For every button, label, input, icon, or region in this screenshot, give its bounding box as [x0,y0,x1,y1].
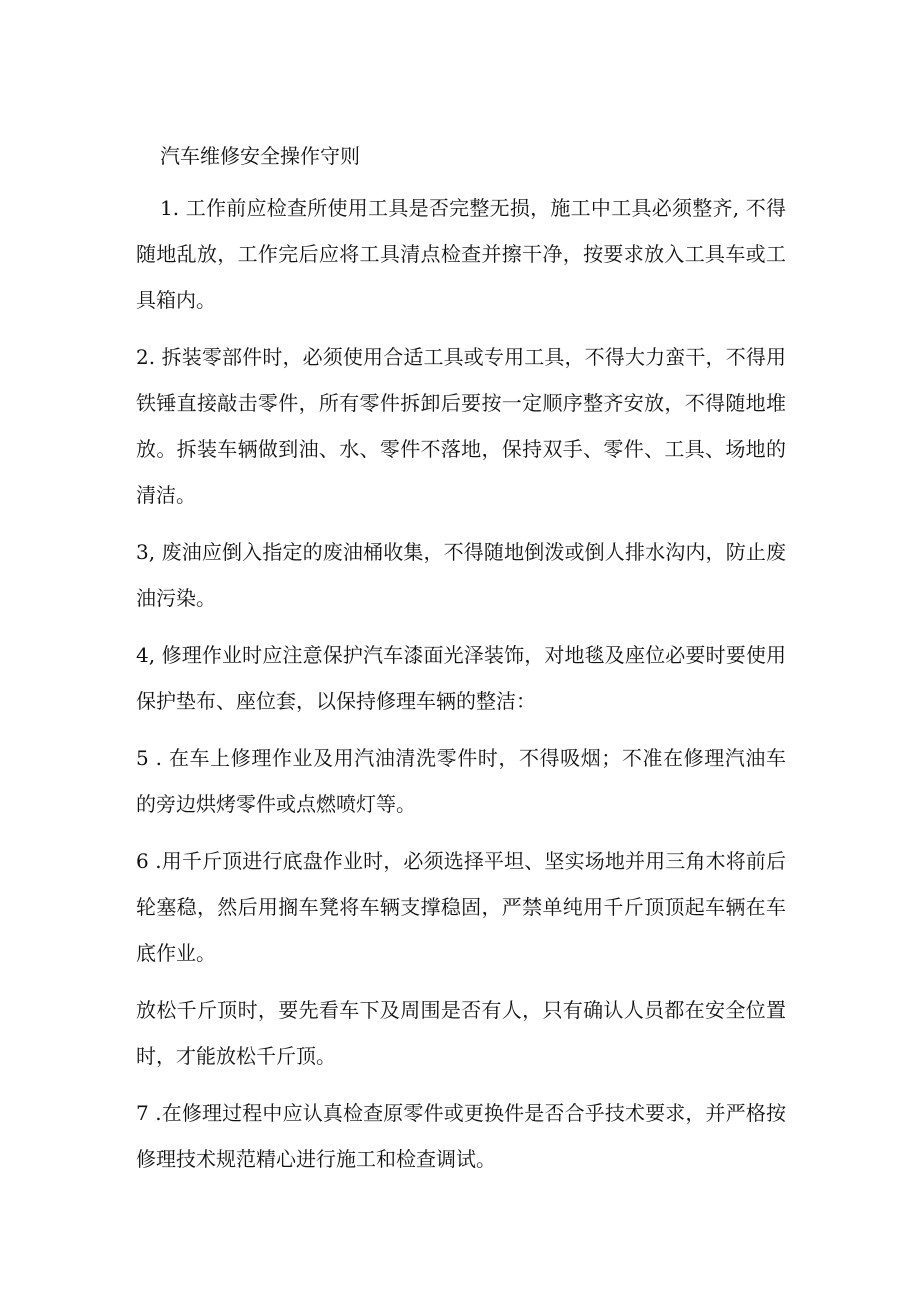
paragraph-6: 6 .用千斤顶进行底盘作业时，必须选择平坦、坚实场地并用三角木将前后轮塞稳，然后用搁车凳将车辆支撑稳固，严禁单纯用千斤顶顶起车辆在车底作业。 [136,849,786,965]
paragraph-7: 7 .在修理过程中应认真检查原零件或更换件是否合乎技术要求，并严格按修理技术规范精心进行施工和检查调试。 [136,1101,786,1171]
document-title: 汽车维修安全操作守则 [160,144,360,168]
paragraph-6-continued: 放松千斤顶时，要先看车下及周围是否有人，只有确认人员都在安全位置时，才能放松千斤顶。 [136,998,786,1068]
paragraph-3: 3, 废油应倒入指定的废油桶收集，不得随地倒泼或倒人排水沟内，防止废油污染。 [136,540,786,610]
document-content [136,138,786,1193]
paragraph-4: 4, 修理作业时应注意保护汽车漆面光泽装饰，对地毯及座位必要时要使用保护垫布、座位套，以保持修理车辆的整洁： [136,643,786,713]
paragraph-5: 5 . 在车上修理作业及用汽油清洗零件时，不得吸烟；不准在修理汽油车的旁边烘烤零件或点燃喷灯等。 [136,746,786,816]
paragraph-2: 2. 拆装零部件时，必须使用合适工具或专用工具，不得大力蛮干，不得用铁锤直接敲击零件，所有零件拆卸后要按一定顺序整齐安放，不得随地堆放。拆装车辆做到油、水、零件不落地，保持双手、零件、工具、场地的清洁。 [136,345,786,507]
paragraph-1: 1. 工作前应检查所使用工具是否完整无损，施工中工具必须整齐, 不得随地乱放，工作完后应将工具清点检查并擦干净，按要求放入工具车或工具箱内。 [136,196,786,312]
